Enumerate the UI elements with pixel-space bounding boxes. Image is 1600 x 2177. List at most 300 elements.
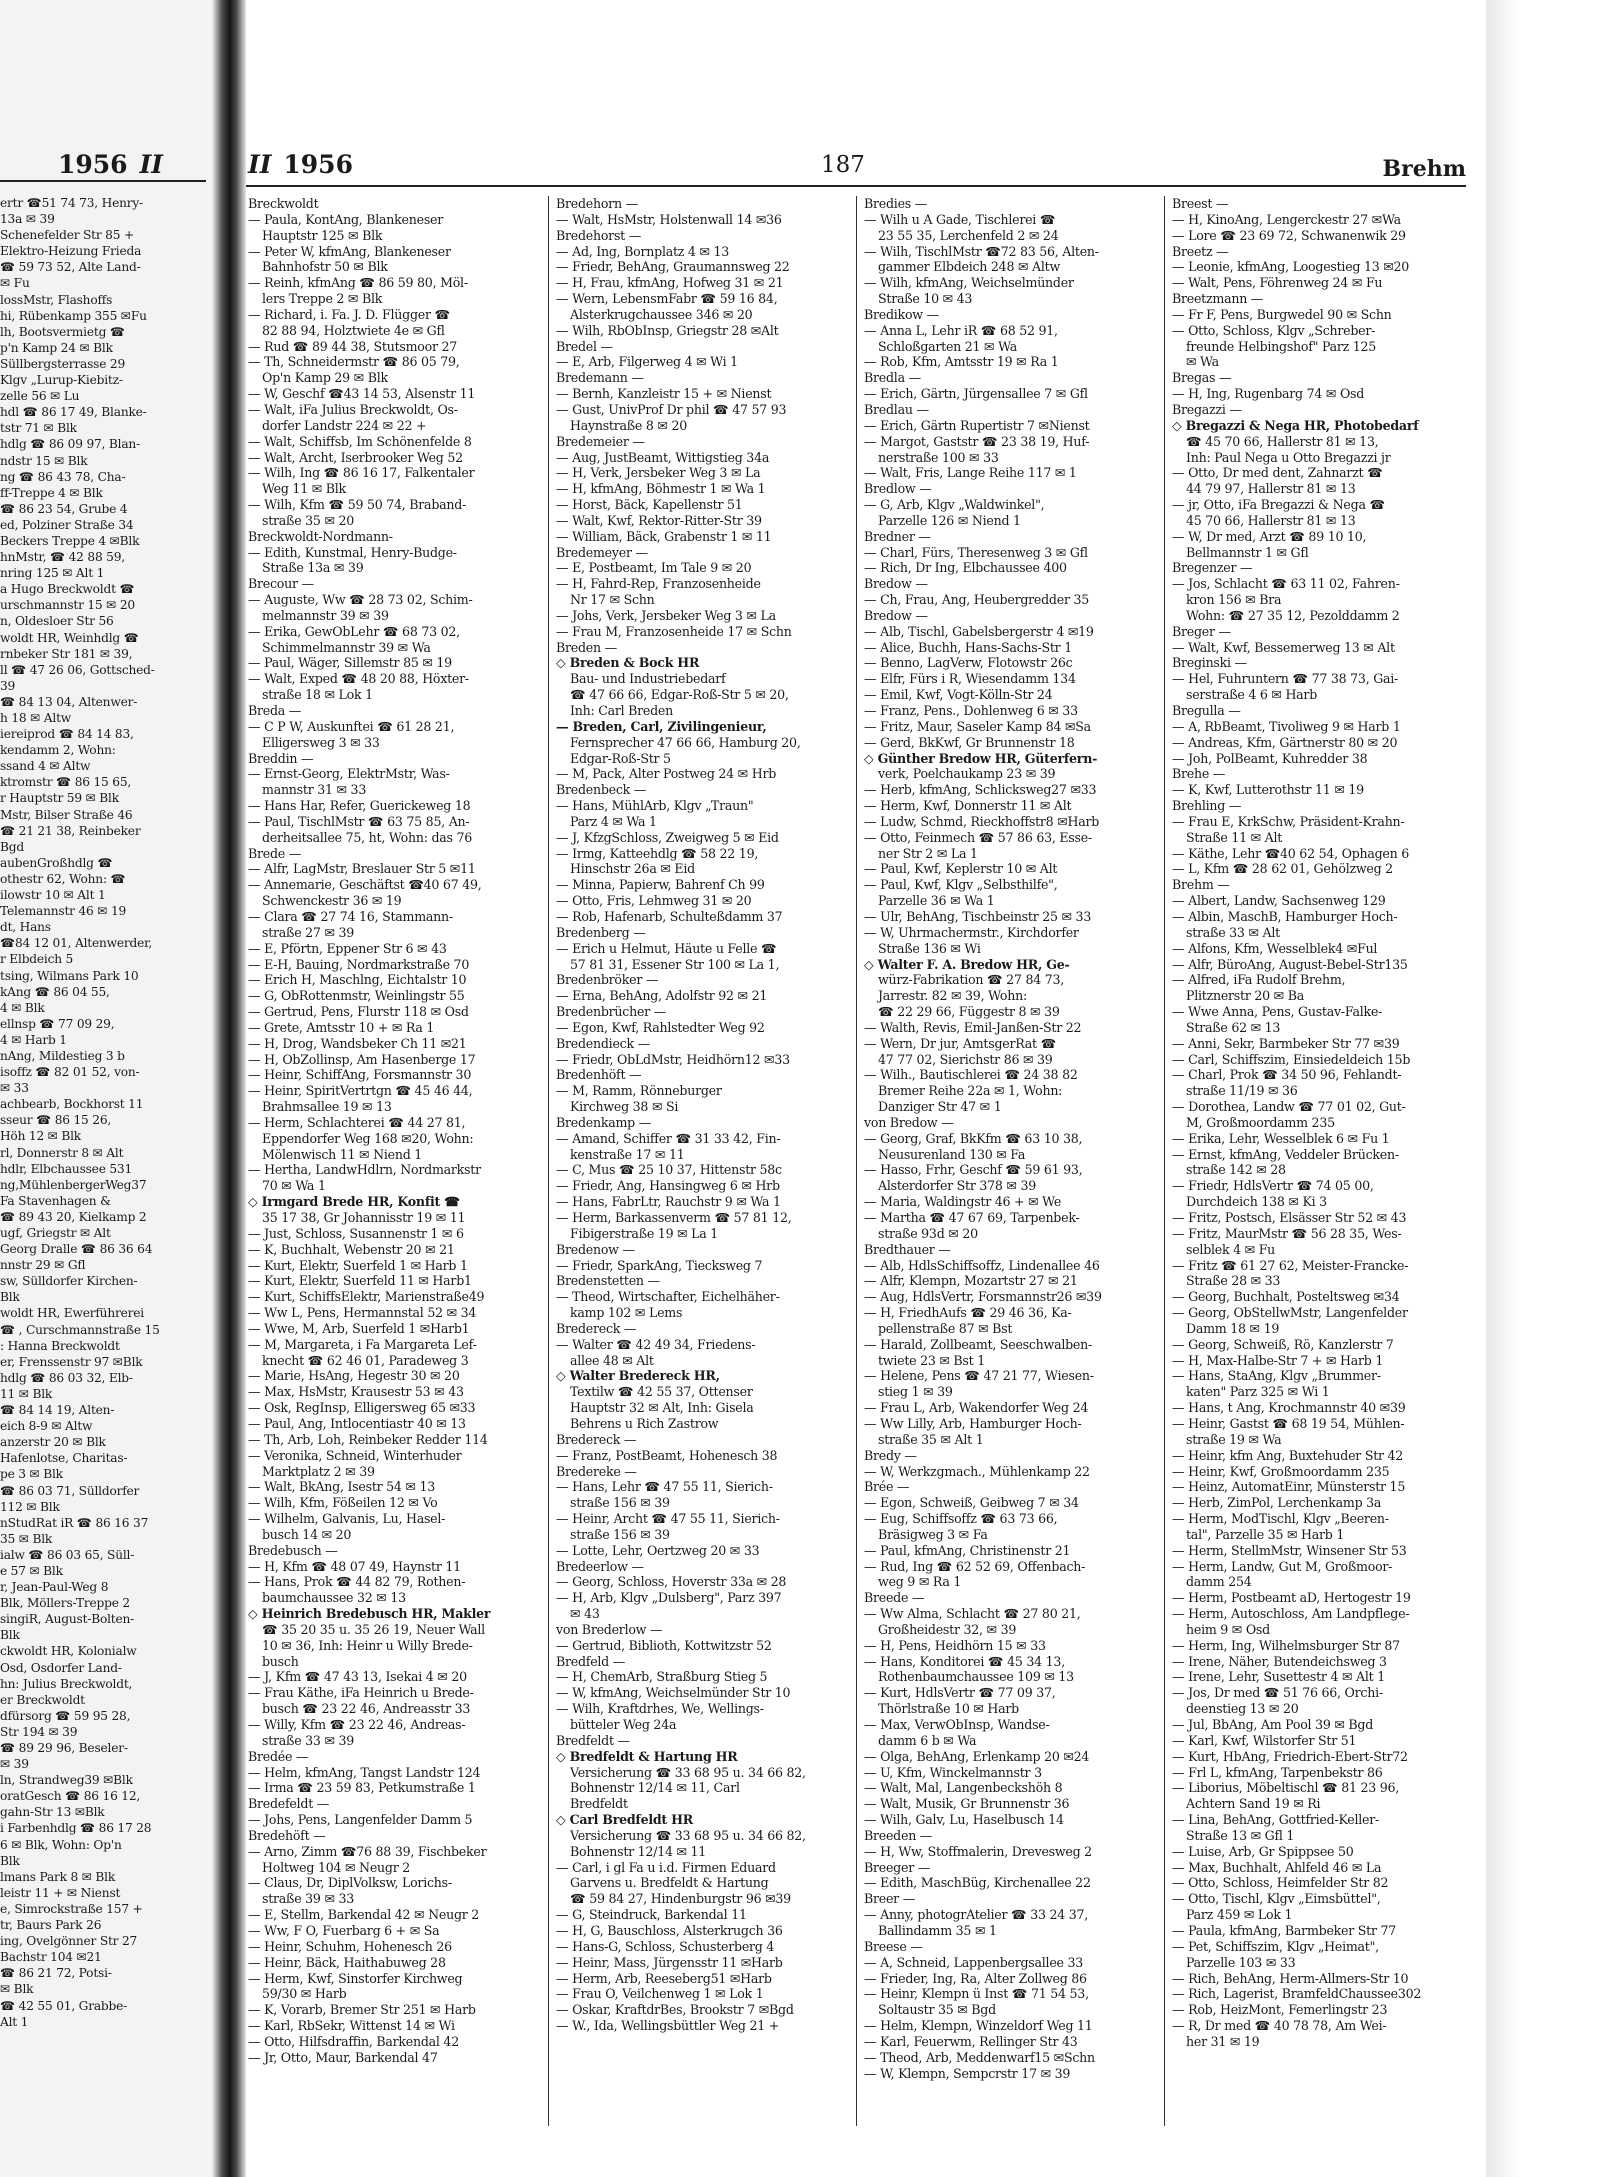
directory-line: — M, Margareta, i Fa Margareta Lef-: [248, 1336, 477, 1352]
directory-line: — Anni, Sekr, Barmbeker Str 77 ✉39: [1172, 1035, 1400, 1051]
directory-line: — Walt, iFa Julius Breckwoldt, Os-: [248, 401, 458, 417]
directory-line: — Just, Schloss, Susannenstr 1 ✉ 6: [248, 1225, 464, 1241]
directory-line: ✉ Wa: [1186, 354, 1219, 370]
directory-line: — Friedr, SparkAng, Tiecksweg 7: [556, 1257, 763, 1273]
directory-line: — Annemarie, Geschäftst ☎40 67 49,: [248, 877, 482, 893]
directory-line: hi, Rübenkamp 355 ✉Fu: [0, 308, 147, 323]
directory-line: — Herm, Schlachterei ☎ 44 27 81,: [248, 1114, 466, 1130]
directory-line: — Elfr, Fürs i R, Wiesendamm 134: [864, 671, 1076, 687]
directory-line: — Wern, Dr jur, AmtsgerRat ☎: [864, 1035, 1057, 1051]
directory-line: — Edith, MaschBüg, Kirchenallee 22: [864, 1875, 1091, 1891]
directory-line: Blk: [0, 1628, 20, 1643]
directory-line: a Hugo Breckwoldt ☎: [0, 582, 135, 597]
page-number: 187: [821, 152, 865, 178]
directory-line: würz-Fabrikation ☎ 27 84 73,: [878, 972, 1065, 988]
directory-line: Ballindamm 35 ✉ 1: [878, 1922, 997, 1938]
directory-line: gammer Elbdeich 248 ✉ Altw: [878, 259, 1060, 275]
directory-line: von Brederlow —: [556, 1621, 663, 1637]
directory-line: — Max, VerwObInsp, Wandse-: [864, 1717, 1050, 1732]
directory-line: Mstr, Bilser Straße 46: [0, 807, 133, 822]
directory-line: woldt HR, Weinhdlg ☎: [0, 630, 139, 645]
directory-line: derheitsallee 75, ht, Wohn: das 76: [262, 829, 473, 845]
directory-line: — Th, Schneidermstr ☎ 86 05 79,: [248, 354, 460, 370]
directory-line: ☎ 86 03 71, Sülldorfer: [0, 1483, 140, 1498]
directory-line: — Herm, Ing, Wilhelmsburger Str 87: [1172, 1637, 1400, 1653]
directory-line: — Karl, RbSekr, Wittenst 14 ✉ Wi: [248, 2018, 455, 2034]
running-head: Brehm: [1382, 156, 1466, 182]
directory-line: 11 ✉ Blk: [0, 1386, 53, 1401]
directory-line: Bredée —: [248, 1748, 309, 1764]
directory-line: — Gust, UnivProf Dr phil ☎ 47 57 93: [556, 401, 787, 417]
directory-line: — Otto, Hilfsdraffin, Barkendal 42: [248, 2033, 459, 2049]
directory-line: Bredner —: [864, 528, 931, 544]
directory-line: — Paula, kfmAng, Barmbeker Str 77: [1172, 1922, 1397, 1938]
directory-line: Versicherung ☎ 33 68 95 u. 34 66 82,: [570, 1764, 806, 1780]
directory-line: — Clara ☎ 27 74 16, Stammann-: [248, 908, 453, 924]
directory-line: tr, Baurs Park 26: [0, 1918, 102, 1933]
directory-line: mannstr 31 ✉ 33: [262, 782, 367, 798]
directory-line: — Otto, Schloss, Klgv „Schreber-: [1172, 322, 1376, 338]
directory-line: — W, Geschf ☎43 14 53, Alsenstr 11: [248, 386, 476, 402]
directory-line: — Grete, Amtsstr 10 + ✉ Ra 1: [248, 1019, 435, 1035]
directory-line: serstraße 4 6 ✉ Harb: [1186, 687, 1318, 703]
directory-line: — Erich H, Maschlng, Eichtalstr 10: [248, 972, 467, 988]
directory-line: — Walt, Pens, Föhrenweg 24 ✉ Fu: [1172, 275, 1383, 291]
directory-line: straße 142 ✉ 28: [1186, 1162, 1286, 1178]
directory-line: katen" Parz 325 ✉ Wi 1: [1186, 1384, 1330, 1400]
directory-line: — Franz, Pens., Dohlenweg 6 ✉ 33: [864, 703, 1078, 718]
directory-line: — Heinr, Archt ☎ 47 55 11, Sierich-: [556, 1511, 780, 1527]
directory-line: Schwenckestr 36 ✉ 19: [262, 893, 402, 909]
directory-line: Bredfeld —: [556, 1653, 626, 1669]
directory-line: busch 14 ✉ 20: [262, 1526, 352, 1542]
directory-line: 57 81 31, Essener Str 100 ✉ La 1,: [570, 956, 780, 972]
directory-line: — A, RbBeamt, Tivoliweg 9 ✉ Harb 1: [1172, 718, 1401, 734]
directory-line: ◇ Breden & Bock HR: [556, 655, 700, 671]
directory-line: — Hans, Konditorei ☎ 45 34 13,: [864, 1653, 1065, 1669]
directory-line: — Herm, Autoschloss, Am Landpflege-: [1172, 1606, 1410, 1622]
directory-line: busch ☎ 23 22 46, Andreasstr 33: [262, 1701, 471, 1717]
directory-line: straße 156 ✉ 39: [570, 1526, 670, 1542]
directory-line: — J, KfzgSchloss, Zweigweg 5 ✉ Eid: [556, 829, 779, 845]
directory-line: Parzelle 126 ✉ Niend 1: [878, 512, 1021, 528]
directory-line: Brahmsallee 19 ✉ 13: [262, 1099, 392, 1115]
directory-line: — Hans, MühlArb, Klgv „Traun": [556, 798, 754, 814]
directory-line: iereiprod ☎ 84 14 83,: [0, 727, 134, 742]
directory-line: — H, KinoAng, Lengerckestr 27 ✉Wa: [1172, 211, 1401, 227]
directory-line: — W, kfmAng, Weichselmünder Str 10: [556, 1685, 791, 1701]
directory-line: Bredereke —: [556, 1463, 637, 1479]
directory-line: anzerstr 20 ✉ Blk: [0, 1435, 106, 1450]
directory-line: — Wilh u A Gade, Tischlerei ☎: [864, 211, 1056, 227]
directory-line: ✉ 33: [0, 1081, 29, 1096]
directory-line: — Paul, kfmAng, Christinenstr 21: [864, 1542, 1071, 1558]
directory-line: — Georg, ObStellwMstr, Langenfelder: [1172, 1305, 1408, 1321]
directory-line: — Martha ☎ 47 67 69, Tarpenbek-: [864, 1210, 1080, 1225]
directory-line: Fibigerstraße 19 ✉ La 1: [570, 1225, 719, 1241]
directory-line: Bredenow —: [556, 1241, 635, 1257]
left-page-fragment: [0, 0, 212, 2177]
directory-line: — Hans Har, Refer, Guerickeweg 18: [248, 798, 471, 814]
directory-line: Blk, Möllers-Treppe 2: [0, 1596, 130, 1611]
directory-line: — Ch, Frau, Ang, Heubergredder 35: [864, 592, 1089, 608]
directory-line: Danziger Str 47 ✉ 1: [878, 1099, 1002, 1115]
directory-line: straße 33 ✉ 39: [262, 1732, 355, 1748]
directory-line: Breest —: [1172, 196, 1229, 211]
directory-line: — Otto, Tischl, Klgv „Eimsbüttel",: [1172, 1891, 1381, 1907]
directory-line: n, Oldesloer Str 56: [0, 614, 114, 629]
directory-line: — Ernst-Georg, ElektrMstr, Was-: [248, 766, 450, 782]
directory-line: lh, Bootsvermietg ☎: [0, 324, 125, 339]
directory-line: Brehling —: [1172, 798, 1242, 814]
directory-line: — Lotte, Lehr, Oertzweg 20 ✉ 33: [556, 1542, 760, 1558]
directory-line: — E, Arb, Filgerweg 4 ✉ Wi 1: [556, 354, 738, 370]
directory-line: Holtweg 104 ✉ Neugr 2: [262, 1859, 410, 1875]
directory-line: — Paul, Ang, Intlocentiastr 40 ✉ 13: [248, 1415, 466, 1431]
directory-line: 23 55 35, Lerchenfeld 2 ✉ 24: [878, 227, 1059, 243]
directory-line: aubenGroßhdlg ☎: [0, 855, 113, 870]
directory-line: Elektro-Heizung Frieda: [0, 244, 142, 259]
directory-line: — Alfons, Kfm, Wesselblek4 ✉Ful: [1172, 940, 1378, 956]
directory-line: ✉ Blk: [0, 1982, 34, 1997]
directory-line: Parzelle 36 ✉ Wa 1: [878, 893, 995, 909]
directory-line: 4 ✉ Blk: [0, 1000, 45, 1015]
directory-line: Bgd: [0, 839, 24, 854]
directory-line: Brecour —: [248, 576, 314, 592]
directory-line: Schenefelder Str 85 +: [0, 228, 134, 243]
directory-line: Plitznerstr 20 ✉ Ba: [1186, 988, 1304, 1004]
directory-line: — Joh, PolBeamt, Kuhredder 38: [1172, 750, 1368, 766]
directory-line: Großheidestr 32, ✉ 39: [878, 1621, 1017, 1637]
directory-line: Klgv „Lurup-Kiebitz-: [0, 373, 123, 388]
directory-line: — Carl, Schiffszim, Einsiedeldeich 15b: [1172, 1051, 1411, 1067]
directory-line: — Alb, HdlsSchiffsoffz, Lindenallee 46: [864, 1257, 1100, 1273]
directory-line: heim 9 ✉ Osd: [1186, 1621, 1270, 1637]
directory-line: — C P W, Auskunftei ☎ 61 28 21,: [248, 718, 455, 734]
directory-line: — Heinr, Mass, Jürgensstr 11 ✉Harb: [556, 1954, 783, 1970]
directory-line: — Dorothea, Landw ☎ 77 01 02, Gut-: [1172, 1099, 1406, 1115]
directory-line: — Georg, Schweiß, Rö, Kanzlerstr 7: [1172, 1336, 1394, 1352]
directory-line: kamp 102 ✉ Lems: [570, 1305, 683, 1321]
directory-line: — Irma ☎ 23 59 83, Petkumstraße 1: [248, 1780, 476, 1796]
directory-line: — Alb, Tischl, Gabelsbergerstr 4 ✉19: [864, 623, 1094, 639]
directory-line: hn: Julius Breckwoldt,: [0, 1676, 133, 1691]
directory-line: Straße 13 ✉ Gfl 1: [1186, 1827, 1295, 1843]
directory-line: Höh 12 ✉ Blk: [0, 1129, 81, 1144]
directory-line: Bräsigweg 3 ✉ Fa: [878, 1526, 988, 1542]
directory-line: ☎ 45 70 66, Hallerstr 81 ✉ 13,: [1186, 433, 1379, 449]
column-divider: [856, 196, 857, 2126]
directory-line: er, Frenssenstr 97 ✉Blk: [0, 1354, 143, 1369]
directory-line: — Herm, Kwf, Donnerstr 11 ✉ Alt: [864, 798, 1072, 814]
directory-line: — Paul, Wäger, Sillemstr 85 ✉ 19: [248, 655, 452, 671]
directory-line: r Hauptstr 59 ✉ Blk: [0, 791, 119, 806]
directory-line: — Ad, Ing, Bornplatz 4 ✉ 13: [556, 243, 730, 259]
directory-columns: [246, 196, 1466, 2126]
directory-page: [246, 0, 1486, 2177]
directory-line: zelle 56 ✉ Lu: [0, 389, 80, 404]
directory-line: ilowstr 10 ✉ Alt 1: [0, 888, 106, 903]
directory-line: — Heinz, AutomatEinr, Münsterstr 15: [1172, 1479, 1406, 1495]
directory-line: Süllbergsterrasse 29: [0, 356, 126, 371]
directory-line: — Käthe, Lehr ☎40 62 54, Ophagen 6: [1172, 845, 1410, 861]
directory-line: ☎ 35 20 35 u. 35 26 19, Neuer Wall: [262, 1621, 485, 1637]
directory-line: 39: [0, 678, 16, 693]
directory-line: Garvens u. Bredfeldt & Hartung: [570, 1875, 769, 1891]
directory-line: hdlg ☎ 86 03 32, Elb-: [0, 1370, 133, 1385]
directory-line: — Erna, BehAng, Adolfstr 92 ✉ 21: [556, 988, 768, 1004]
directory-line: Edgar-Roß-Str 5: [570, 750, 671, 766]
directory-line: — W, Klempn, Sempcrstr 17 ✉ 39: [864, 2065, 1071, 2081]
directory-line: — Georg, Schloss, Hoverstr 33a ✉ 28: [556, 1574, 787, 1590]
directory-line: — Maria, Waldingstr 46 + ✉ We: [864, 1194, 1062, 1210]
directory-line: Georg Dralle ☎ 86 36 64: [0, 1242, 153, 1257]
directory-line: Bredy —: [864, 1447, 917, 1463]
directory-line: — Frau M, Franzosenheide 17 ✉ Schn: [556, 623, 792, 639]
directory-line: — Wilh., Bautischlerei ☎ 24 38 82: [864, 1067, 1078, 1083]
directory-line: — E-H, Bauing, Nordmarkstraße 70: [248, 956, 470, 972]
directory-line: — Erich, Gärtn Rupertistr 7 ✉Nienst: [864, 417, 1090, 433]
directory-line: — Ulr, BehAng, Tischbeinstr 25 ✉ 33: [864, 908, 1092, 924]
directory-line: isoffz ☎ 82 01 52, von-: [0, 1065, 140, 1080]
directory-line: — Charl, Fürs, Theresenweg 3 ✉ Gfl: [864, 544, 1088, 560]
directory-line: — K, Buchhalt, Webenstr 20 ✉ 21: [248, 1241, 455, 1257]
directory-line: baumchaussee 32 ✉ 13: [262, 1590, 406, 1606]
directory-line: — Walter ☎ 42 49 34, Friedens-: [556, 1336, 756, 1352]
directory-line: Mölenwisch 11 ✉ Niend 1: [262, 1146, 423, 1162]
directory-line: — M, Pack, Alter Postweg 24 ✉ Hrb: [556, 766, 777, 782]
directory-line: hdlg ☎ 86 09 97, Blan-: [0, 437, 140, 452]
directory-line: — Walt, Mal, Langenbeckshöh 8: [864, 1780, 1063, 1796]
directory-line: Bregenzer —: [1172, 560, 1253, 576]
directory-line: Bregazzi —: [1172, 401, 1242, 417]
directory-line: — Johs, Verk, Jersbeker Weg 3 ✉ La: [556, 607, 776, 623]
directory-line: Breeger —: [864, 1859, 931, 1875]
directory-line: — Hertha, LandwHdlrn, Nordmarkstr: [248, 1162, 481, 1178]
directory-line: — Alice, Buchh, Hans-Sachs-Str 1: [864, 639, 1072, 655]
directory-line: Bredendieck —: [556, 1035, 650, 1051]
directory-column-3: [864, 196, 1156, 2126]
directory-line: ☎ 42 55 01, Grabbe-: [0, 1998, 128, 2013]
directory-line: — Gertrud, Biblioth, Kottwitzstr 52: [556, 1637, 772, 1653]
directory-line: — Erika, GewObLehr ☎ 68 73 02,: [248, 623, 460, 639]
directory-line: — Aug, HdlsVertr, Forsmannstr26 ✉39: [864, 1289, 1102, 1305]
directory-line: dorfer Landstr 224 ✉ 22 +: [262, 417, 427, 433]
directory-line: Bredlow —: [864, 481, 932, 497]
directory-line: othestr 62, Wohn: ☎: [0, 871, 126, 886]
directory-line: ndstr 15 ✉ Blk: [0, 453, 88, 468]
directory-line: — Friedr, Ang, Hansingweg 6 ✉ Hrb: [556, 1178, 780, 1194]
directory-line: — E, Stellm, Barkendal 42 ✉ Neugr 2: [248, 1907, 480, 1923]
directory-line: — W, Uhrmachermstr., Kirchdorfer: [864, 924, 1079, 940]
directory-line: — Alfr, LagMstr, Breslauer Str 5 ✉11: [248, 861, 476, 877]
directory-line: — Walt, BkAng, Isestr 54 ✉ 13: [248, 1479, 436, 1495]
directory-line: ktromstr ☎ 86 15 65,: [0, 775, 132, 790]
directory-line: — Rich, Lagerist, BramfeldChaussee302: [1172, 1986, 1422, 2002]
directory-line: straße 27 ✉ 39: [262, 924, 355, 940]
directory-line: — Harald, Zollbeamt, Seeschwalben-: [864, 1336, 1092, 1352]
directory-line: ☎ 21 21 38, Reinbeker: [0, 823, 141, 838]
directory-line: hdl ☎ 86 17 49, Blanke-: [0, 405, 147, 420]
directory-line: — H, Max-Halbe-Str 7 + ✉ Harb 1: [1172, 1352, 1384, 1368]
directory-line: ertr ☎51 74 73, Henry-: [0, 196, 143, 210]
directory-line: rnbeker Str 181 ✉ 39,: [0, 646, 133, 661]
directory-line: Straße 136 ✉ Wi: [878, 940, 981, 956]
directory-line: Bohnenstr 12/14 ✉ 11: [570, 1843, 707, 1859]
directory-line: — H, Fahrd-Rep, Franzosenheide: [556, 576, 761, 592]
directory-line: — Andreas, Kfm, Gärtnerstr 80 ✉ 20: [1172, 734, 1398, 750]
directory-line: — Alfr, Klempn, Mozartstr 27 ✉ 21: [864, 1273, 1078, 1289]
directory-line: 13a ✉ 39: [0, 212, 55, 227]
directory-line: — Alfr, BüroAng, August-Bebel-Str135: [1172, 956, 1408, 972]
directory-line: — Charl, Prok ☎ 34 50 96, Fehlandt-: [1172, 1067, 1402, 1083]
directory-line: — Herm, Postbeamt aD, Hertogestr 19: [1172, 1590, 1411, 1606]
directory-line: — Erich u Helmut, Häute u Felle ☎: [556, 940, 777, 956]
directory-line: ☎ 59 73 52, Alte Land-: [0, 260, 141, 275]
directory-line: — Friedr, ObLdMstr, Heidhörn12 ✉33: [556, 1051, 790, 1067]
directory-line: — H, ChemArb, Straßburg Stieg 5: [556, 1669, 768, 1685]
directory-line: Bregas —: [1172, 370, 1232, 386]
directory-line: — Minna, Papierw, Bahrenf Ch 99: [556, 877, 765, 893]
directory-line: — Wilh, kfmAng, Weichselmünder: [864, 275, 1074, 291]
directory-line: kendamm 2, Wohn:: [0, 743, 116, 758]
directory-line: — Luise, Arb, Gr Spippsee 50: [1172, 1843, 1354, 1859]
directory-line: ☎ 89 43 20, Kielkamp 2: [0, 1209, 147, 1224]
directory-line: Bredow —: [864, 576, 928, 592]
directory-line: — Franz, PostBeamt, Hohenesch 38: [556, 1447, 778, 1463]
directory-line: Jarrestr. 82 ✉ 39, Wohn:: [878, 988, 1027, 1004]
directory-line: oratGesch ☎ 86 16 12,: [0, 1789, 141, 1804]
directory-line: — Wilh, TischlMstr ☎72 83 56, Alten-: [864, 243, 1099, 259]
directory-line: Schloßgarten 21 ✉ Wa: [878, 338, 1017, 354]
directory-line: Parzelle 103 ✉ 33: [1186, 1954, 1296, 1970]
directory-line: — Anna L, Lehr iR ☎ 68 52 91,: [864, 322, 1058, 338]
directory-line: — G, Arb, Klgv „Waldwinkel",: [864, 497, 1045, 513]
directory-line: — W., Ida, Wellingsbüttler Weg 21 +: [556, 2018, 780, 2034]
directory-line: ☎ 86 23 54, Grube 4: [0, 501, 128, 516]
directory-line: Bredikow —: [864, 306, 939, 322]
directory-line: — Oskar, KraftdrBes, Brookstr 7 ✉Bgd: [556, 2002, 794, 2018]
directory-line: — Wilh, Ing ☎ 86 16 17, Falkentaler: [248, 465, 475, 481]
directory-line: — Amand, Schiffer ☎ 31 33 42, Fin-: [556, 1130, 781, 1146]
directory-line: hnMstr, ☎ 42 88 59,: [0, 550, 125, 565]
directory-line: Beckers Treppe 4 ✉Blk: [0, 533, 140, 548]
directory-line: — Reinh, kfmAng ☎ 86 59 80, Möl-: [248, 275, 468, 291]
directory-line: — Hel, Fuhruntern ☎ 77 38 73, Gai-: [1172, 671, 1399, 687]
directory-line: ◇ Bredfeldt & Hartung HR: [556, 1748, 738, 1764]
directory-line: Thörlstraße 10 ✉ Harb: [878, 1701, 1019, 1717]
directory-line: — Max, Buchhalt, Ahlfeld 46 ✉ La: [1172, 1859, 1382, 1875]
directory-line: knecht ☎ 62 46 01, Paradeweg 3: [262, 1352, 469, 1368]
directory-line: weg 9 ✉ Ra 1: [878, 1574, 962, 1590]
directory-line: — Rob, Kfm, Amtsstr 19 ✉ Ra 1: [864, 354, 1059, 370]
left-page-roman-numeral: II: [139, 150, 163, 179]
directory-line: — Paula, KontAng, Blankeneser: [248, 211, 443, 227]
directory-line: straße 18 ✉ Lok 1: [262, 687, 373, 703]
directory-line: — Jul, BbAng, Am Pool 39 ✉ Bgd: [1172, 1717, 1374, 1732]
directory-line: — Breden, Carl, Zivilingenieur,: [556, 718, 767, 734]
directory-line: Bremer Reihe 22a ✉ 1, Wohn:: [878, 1083, 1063, 1099]
directory-line: kron 156 ✉ Bra: [1186, 592, 1282, 608]
left-page-header: [58, 150, 163, 179]
directory-line: gahn-Str 13 ✉Blk: [0, 1805, 105, 1820]
directory-line: straße 35 ✉ 20: [262, 512, 355, 528]
directory-line: 44 79 97, Hallerstr 81 ✉ 13: [1186, 481, 1356, 497]
directory-line: 112 ✉ Blk: [0, 1499, 60, 1514]
directory-line: — H, kfmAng, Böhmestr 1 ✉ Wa 1: [556, 481, 766, 497]
directory-line: — Erich, Gärtn, Jürgensallee 7 ✉ Gfl: [864, 386, 1088, 402]
directory-line: ellnsp ☎ 77 09 29,: [0, 1016, 115, 1031]
directory-line: melmannstr 39 ✉ 39: [262, 607, 389, 623]
directory-line: — Herm, Barkassenverm ☎ 57 81 12,: [556, 1210, 792, 1225]
directory-line: 59/30 ✉ Harb: [262, 1986, 347, 2002]
directory-line: Straße 28 ✉ 33: [1186, 1273, 1281, 1289]
page-header-left: [248, 150, 353, 179]
directory-line: Versicherung ☎ 33 68 95 u. 34 66 82,: [570, 1827, 806, 1843]
directory-line: — Wern, LebensmFabr ☎ 59 16 84,: [556, 291, 778, 307]
directory-column-1: [248, 196, 540, 2126]
directory-line: Osd, Osdorfer Land-: [0, 1660, 122, 1675]
directory-line: ◇ Carl Bredfeldt HR: [556, 1812, 693, 1828]
directory-line: — Hans, Prok ☎ 44 82 79, Rothen-: [248, 1574, 466, 1590]
directory-line: — Benno, LagVerw, Flotowstr 26c: [864, 655, 1073, 671]
directory-line: e 57 ✉ Blk: [0, 1563, 63, 1578]
directory-line: — Walt, Kwf, Bessemerweg 13 ✉ Alt: [1172, 639, 1395, 655]
directory-line: straße 19 ✉ Wa: [1186, 1431, 1282, 1447]
directory-line: Breden —: [556, 639, 617, 655]
directory-line: allee 48 ✉ Alt: [570, 1352, 654, 1368]
directory-line: — Ww Lilly, Arb, Hamburger Hoch-: [864, 1415, 1082, 1431]
directory-line: ll ☎ 47 26 06, Gottsched-: [0, 662, 155, 677]
directory-line: Bredemann —: [556, 370, 644, 386]
directory-line: Marktplatz 2 ✉ 39: [262, 1463, 375, 1479]
directory-line: Breckwoldt-Nordmann-: [248, 528, 393, 544]
directory-line: — H, Verk, Jersbeker Weg 3 ✉ La: [556, 465, 761, 481]
directory-line: — Irmg, Katteehdlg ☎ 58 22 19,: [556, 845, 759, 861]
directory-line: — Walt, HsMstr, Holstenwall 14 ✉36: [556, 211, 782, 227]
directory-line: Breer —: [864, 1891, 916, 1907]
directory-line: Brehe —: [1172, 766, 1226, 782]
directory-line: Bredow —: [864, 607, 928, 623]
directory-line: — Ludw, Schmd, Rieckhoffstr8 ✉Harb: [864, 813, 1100, 829]
directory-line: — Herb, ZimPol, Lerchenkamp 3a: [1172, 1495, 1382, 1511]
directory-line: — Ww, F O, Fuerbarg 6 + ✉ Sa: [248, 1922, 440, 1938]
directory-line: straße 35 ✉ Alt 1: [878, 1431, 984, 1447]
directory-line: ☎ 86 21 72, Potsi-: [0, 1966, 112, 1981]
directory-line: nAng, Mildestieg 3 b: [0, 1048, 125, 1063]
directory-line: — Kurt, SchiffsElektr, Marienstraße49: [248, 1289, 485, 1305]
directory-line: stieg 1 ✉ 39: [878, 1384, 953, 1400]
directory-line: — Heinr, Kwf, Großmoordamm 235: [1172, 1463, 1390, 1479]
directory-line: — H, Arb, Klgv „Dulsberg", Parz 397: [556, 1590, 782, 1606]
directory-line: ☎ 84 14 19, Alten-: [0, 1403, 115, 1418]
directory-line: — Heinr, kfm Ang, Buxtehuder Str 42: [1172, 1447, 1404, 1463]
directory-line: — Herm, Kwf, Sinstorfer Kirchweg: [248, 1970, 463, 1986]
directory-line: straße 33 ✉ Alt: [1186, 924, 1280, 940]
directory-line: — A, Schneid, Lappenbergsallee 33: [864, 1954, 1084, 1970]
directory-line: Telemannstr 46 ✉ 19: [0, 904, 127, 919]
directory-line: — Georg, Graf, BkKfm ☎ 63 10 38,: [864, 1130, 1083, 1146]
directory-line: — J, Kfm ☎ 47 43 13, Isekai 4 ✉ 20: [248, 1669, 467, 1685]
directory-line: ✉ 39: [0, 1757, 29, 1772]
directory-line: nerstraße 100 ✉ 33: [878, 449, 999, 465]
directory-line: Bredenkamp —: [556, 1114, 652, 1130]
directory-line: nnstr 29 ✉ Gfl: [0, 1258, 86, 1273]
column-divider: [1164, 196, 1165, 2126]
directory-line: Breetzmann —: [1172, 291, 1264, 307]
directory-line: — Rob, HeizMont, Femerlingstr 23: [1172, 2002, 1388, 2018]
directory-line: straße 39 ✉ 33: [262, 1891, 355, 1907]
